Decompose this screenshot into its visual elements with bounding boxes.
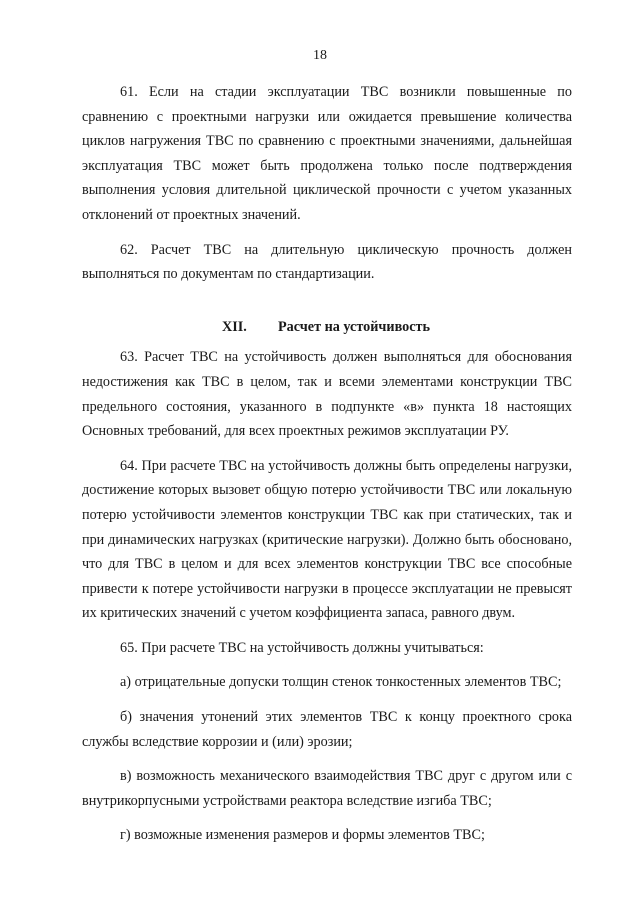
paragraph-62: 62. Расчет ТВС на длительную циклическую прочность должен выполняться по документам по стандартизации. — [82, 241, 572, 283]
paragraph-61: 61. Если на стадии эксплуатации ТВС возникли повышенные по сравнению с проектными нагрузки или ожидается превышение количества циклов нагружения ТВС по сравнению с проектными значениями, дальнейшая эксплуатация ТВС может быть продолжена только после подтверждения выполнения условия длительной циклической прочности с учетом указанных отклонений от проектных значений. — [82, 84, 572, 223]
section-number: XII. — [222, 318, 247, 335]
list-item-a: а) отрицательные допуски толщин стенок тонкостенных элементов ТВС; — [120, 674, 562, 691]
paragraph-64: 64. При расчете ТВС на устойчивость должны быть определены нагрузки, достижение которых вызовет общую потерю устойчивости ТВС или локальную потерю устойчивости элементов конструкции ТВС как при статических, так и при динамических нагрузках (критические нагрузки). Должно быть обосновано, что для ТВС в целом и для всех элементов конструкции ТВС все способные привести к потере устойчивости нагрузки в процессе эксплуатации не превысят их критических значений с учетом коэффициента запаса, равного двум. — [82, 457, 572, 622]
document-body — [82, 80, 572, 848]
page-number: 18 — [313, 48, 327, 63]
list-item-v: в) возможность механического взаимодействия ТВС друг с другом или с внутрикорпусными устройствами реактора вследствие изгиба ТВС; — [82, 768, 572, 809]
section-heading — [82, 315, 572, 340]
list-item-b: б) значения утонений этих элементов ТВС к концу проектного срока службы вследствие коррозии и (или) эрозии; — [82, 709, 572, 750]
paragraph-65: 65. При расчете ТВС на устойчивость должны учитываться: — [120, 639, 484, 656]
list-item-g: г) возможные изменения размеров и формы элементов ТВС; — [120, 827, 485, 844]
paragraph-63: 63. Расчет ТВС на устойчивость должен выполняться для обоснования недостижения как ТВС в целом, так и всеми элементами конструкции ТВС предельного состояния, указанного в подпункте «в» пункта 18 настоящих Основных требований, для всех проектных режимов эксплуатации РУ. — [82, 349, 572, 440]
section-title: Расчет на устойчивость — [278, 318, 431, 335]
